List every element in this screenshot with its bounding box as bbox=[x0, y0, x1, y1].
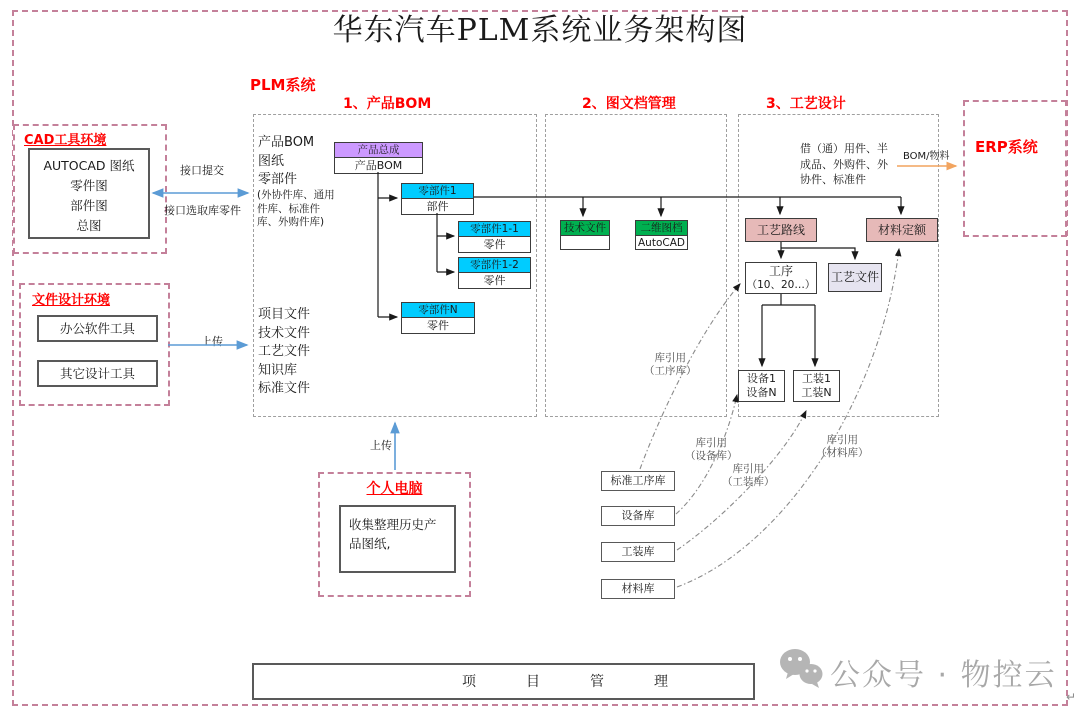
personal-pc-title: 个人电脑 bbox=[366, 481, 423, 497]
tree-node-header: 零部件1-1 bbox=[459, 222, 530, 237]
project-management-label: 项目管理 bbox=[462, 674, 718, 690]
bom-material-label: BOM/物料 bbox=[903, 151, 950, 162]
wechat-icon bbox=[778, 646, 824, 690]
s1-list-item: 项目文件 bbox=[258, 307, 311, 322]
page-title: 华东汽车PLM系统业务架构图 bbox=[332, 13, 748, 48]
tooling-line: 工装1 bbox=[802, 372, 831, 385]
process-route-box: 工艺路线 bbox=[745, 218, 817, 242]
cad-line: 部件图 bbox=[70, 198, 108, 213]
s1-list-item: 产品BOM bbox=[258, 135, 315, 150]
2d-drawing-box bbox=[635, 220, 688, 250]
plm-system-label: PLM系统 bbox=[250, 76, 316, 94]
tree-node-part1-2 bbox=[458, 257, 531, 289]
equipment-box bbox=[738, 370, 785, 402]
libref-line: （设备库） bbox=[685, 450, 738, 462]
interface-fetch-label: 接口选取库零件 bbox=[164, 204, 241, 217]
s1-list-item: 零部件 bbox=[258, 172, 298, 187]
equipment-lib-box: 设备库 bbox=[601, 506, 675, 526]
equipment-line: 设备N bbox=[746, 386, 777, 399]
s3-note: 借（通）用件、半成品、外购件、外协件、标准件 bbox=[800, 142, 888, 186]
tree-node-body: 零件 bbox=[483, 274, 506, 287]
doc-box-header: 二维图档 bbox=[636, 221, 687, 236]
tree-node-body: 零件 bbox=[427, 319, 449, 332]
tree-node-body: 零件 bbox=[483, 238, 506, 251]
return-mark-icon: ↵ bbox=[1066, 690, 1077, 704]
office-tools-box: 办公软件工具 bbox=[37, 315, 158, 342]
file-design-env-box bbox=[19, 283, 170, 406]
s1-list-item: 标准文件 bbox=[258, 381, 311, 396]
s1-list-item: 知识库 bbox=[258, 362, 298, 378]
tree-node-part1-1 bbox=[458, 221, 531, 253]
upload-label-horizontal: 上传 bbox=[201, 335, 223, 348]
libref-line: 库引用 bbox=[695, 437, 727, 449]
cad-env-title: CAD工具环境 bbox=[24, 133, 107, 148]
s1-list-top bbox=[258, 134, 314, 190]
upload-label-vertical: 上传 bbox=[370, 439, 392, 452]
libref-line: （工装库） bbox=[722, 476, 775, 488]
tooling-box bbox=[793, 370, 840, 402]
s1-list-item: 图纸 bbox=[258, 153, 285, 169]
interface-submit-label: 接口提交 bbox=[180, 164, 224, 177]
erp-system-title: ERP系统 bbox=[975, 138, 1038, 156]
pc-content-box: 收集整理历史产品图纸, bbox=[339, 505, 456, 573]
libref-material bbox=[816, 434, 869, 460]
tooling-line: 工装N bbox=[801, 386, 832, 399]
process-file-box: 工艺文件 bbox=[828, 263, 882, 292]
libref-line: （材料库） bbox=[816, 447, 869, 459]
s1-list-item: 技术文件 bbox=[258, 325, 311, 341]
tree-node-body: 产品BOM bbox=[354, 159, 403, 172]
autocad-box bbox=[28, 148, 150, 239]
tree-node-header: 产品总成 bbox=[335, 143, 422, 158]
operation-line: 工序 bbox=[768, 264, 793, 278]
operation-box bbox=[745, 262, 817, 294]
cad-line: 零件图 bbox=[70, 178, 108, 193]
cad-line: 总图 bbox=[76, 218, 102, 233]
tree-node-product-assembly bbox=[334, 142, 423, 174]
file-design-env-title: 文件设计环境 bbox=[32, 293, 111, 308]
operation-line: （10、20…） bbox=[746, 279, 816, 291]
section-doc-management bbox=[545, 114, 727, 417]
libref-line: 库引用 bbox=[826, 434, 858, 446]
section2-heading: 2、图文档管理 bbox=[582, 96, 676, 112]
s1-list-item: 工艺文件 bbox=[258, 344, 311, 359]
tech-file-box bbox=[560, 220, 610, 250]
libref-tooling bbox=[722, 463, 775, 489]
project-management-bar bbox=[252, 663, 755, 700]
libref-operation bbox=[644, 352, 697, 378]
erp-system-box bbox=[963, 100, 1067, 237]
watermark-text: 公众号 · 物控云 bbox=[830, 658, 1057, 693]
libref-line: 库引用 bbox=[654, 352, 686, 364]
material-lib-box: 材料库 bbox=[601, 579, 675, 599]
doc-box-body: AutoCAD bbox=[638, 237, 685, 249]
doc-box-header: 技术文件 bbox=[561, 221, 609, 236]
std-operation-lib-box: 标准工序库 bbox=[601, 471, 675, 491]
libref-line: 库引用 bbox=[732, 463, 764, 475]
libref-equipment bbox=[685, 437, 738, 463]
tree-node-body: 部件 bbox=[426, 200, 449, 213]
tree-node-header: 零部件1-2 bbox=[459, 258, 530, 273]
tree-node-header: 零部件1 bbox=[402, 184, 473, 199]
equipment-line: 设备1 bbox=[747, 372, 776, 385]
tree-node-header: 零部件N bbox=[402, 303, 474, 318]
libref-line: （工序库） bbox=[644, 365, 697, 377]
tree-node-part1 bbox=[401, 183, 474, 215]
s1-list-bottom bbox=[258, 306, 310, 399]
s1-list-note: (外协件库、通用件库、标准件库、外购件库) bbox=[257, 189, 335, 228]
section1-heading: 1、产品BOM bbox=[343, 96, 432, 112]
cad-line: AUTOCAD 图纸 bbox=[43, 158, 135, 173]
section3-heading: 3、工艺设计 bbox=[766, 96, 846, 112]
tree-node-partN bbox=[401, 302, 475, 334]
other-design-tools-box: 其它设计工具 bbox=[37, 360, 158, 387]
material-quota-box: 材料定额 bbox=[866, 218, 938, 242]
tooling-lib-box: 工装库 bbox=[601, 542, 675, 562]
